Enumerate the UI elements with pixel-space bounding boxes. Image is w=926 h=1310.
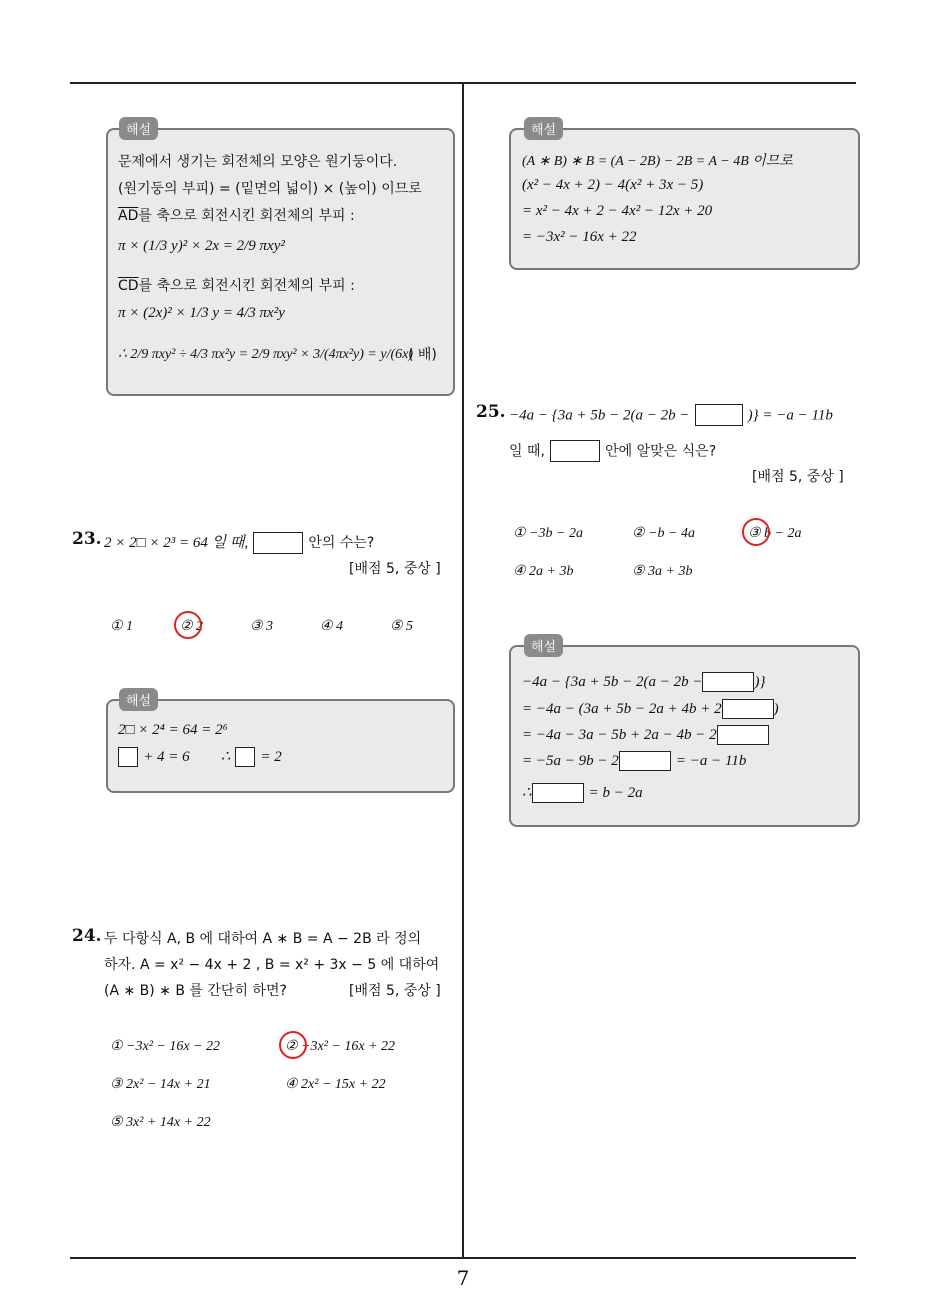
solution-formula: ∴ 2/9 πxy² ÷ 4/3 πx²y = 2/9 πxy² × 3/(4πx²y) = y/(6x) xyxy=(118,347,414,362)
question-stem: 두 다항식 A, B 에 대하여 A ∗ B = A − 2B 라 정의 xyxy=(104,931,422,947)
segment-cd: $\overline{CD}$ xyxy=(118,278,139,294)
choice-4[interactable]: ④ 4 xyxy=(320,619,344,634)
answer-blank xyxy=(717,725,769,745)
question-stem xyxy=(104,531,374,554)
answer-mark-circle xyxy=(279,1031,307,1059)
question-number: 23. xyxy=(72,529,102,549)
solution-unit: ( 배) xyxy=(408,347,437,363)
stem-math: −4a − {3a + 5b − 2(a − 2b − xyxy=(509,407,690,424)
question-stem xyxy=(509,440,716,462)
therefore-sign: ∴ xyxy=(220,749,231,765)
solution-tag: 해설 xyxy=(119,117,158,140)
answer-blank xyxy=(235,747,255,767)
choice-3[interactable]: ③ 3 xyxy=(250,619,274,634)
choice-1[interactable]: ① 1 xyxy=(110,619,134,634)
question-number: 24. xyxy=(72,926,102,946)
solution-formula: )} xyxy=(754,674,766,690)
question-stem xyxy=(509,404,833,426)
question-stem: 하자. A = x² − 4x + 2 , B = x² + 3x − 5 에 대하여 xyxy=(104,957,440,973)
solution-line xyxy=(522,782,643,803)
answer-blank xyxy=(253,532,303,554)
segment-ad: $\overline{AD}$ xyxy=(118,208,139,224)
choice-2[interactable]: ② 2 xyxy=(180,619,204,634)
solution-line xyxy=(522,671,765,692)
bottom-rule xyxy=(70,1257,856,1259)
answer-blank xyxy=(550,440,600,462)
choice-5[interactable]: ⑤ 3x² + 14x + 22 xyxy=(110,1115,211,1130)
stem-text: 안의 수는? xyxy=(308,535,375,551)
answer-mark-circle xyxy=(742,518,770,546)
solution-formula: = −4a − (3a + 5b − 2a + 4b + 2 xyxy=(522,701,722,717)
choice-5[interactable]: ⑤ 5 xyxy=(390,619,414,634)
choice-3[interactable]: ③ 2x² − 14x + 21 xyxy=(110,1077,211,1092)
solution-line: (원기둥의 부피) = (밑면의 넓이) × (높이) 이므로 xyxy=(118,181,422,197)
choice-1[interactable]: ① −3x² − 16x − 22 xyxy=(110,1039,221,1054)
solution-line xyxy=(522,750,746,771)
choice-3[interactable]: ③ b − 2a xyxy=(748,526,802,541)
choice-5[interactable]: ⑤ 3a + 3b xyxy=(632,564,693,579)
solution-tag: 해설 xyxy=(524,634,563,657)
question-meta: [배점 5, 중상 ] xyxy=(349,983,441,999)
stem-text: 일 때, xyxy=(509,443,545,460)
question-number: 25. xyxy=(476,402,506,422)
choice-4[interactable]: ④ 2a + 3b xyxy=(513,564,574,579)
column-divider xyxy=(462,84,464,1258)
solution-line xyxy=(522,698,779,719)
solution-line xyxy=(522,724,769,745)
solution-formula: −4a − {3a + 5b − 2(a − 2b − xyxy=(522,674,703,690)
solution-formula: = b − 2a xyxy=(588,785,643,801)
solution-formula: π × (1/3 y)² × 2x = 2/9 πxy² xyxy=(118,238,285,254)
stem-text: 안에 알맞은 식은? xyxy=(605,443,717,460)
answer-blank xyxy=(118,747,138,767)
solution-formula: π × (2x)² × 1/3 y = 4/3 πx²y xyxy=(118,305,285,321)
solution-tag: 해설 xyxy=(119,688,158,711)
solution-formula: = −3x² − 16x + 22 xyxy=(522,229,637,245)
stem-math: )} = −a − 11b xyxy=(747,407,833,424)
solution-line xyxy=(118,275,355,295)
solution-formula: = −5a − 9b − 2 xyxy=(522,753,619,769)
solution-formula: 2□ × 2⁴ = 64 = 2⁶ xyxy=(118,722,228,738)
solution-text: 를 축으로 회전시킨 회전체의 부피 : xyxy=(138,208,355,224)
solution-formula: (x² − 4x + 2) − 4(x² + 3x − 5) xyxy=(522,177,704,193)
answer-blank xyxy=(532,783,584,803)
solution-line: 문제에서 생기는 회전체의 모양은 원기둥이다. xyxy=(118,154,398,170)
page-number: 7 xyxy=(456,1266,470,1290)
answer-blank xyxy=(619,751,671,771)
choice-2[interactable]: ② −3x² − 16x + 22 xyxy=(285,1039,396,1054)
solution-formula: = −4a − 3a − 5b + 2a − 4b − 2 xyxy=(522,727,717,743)
solution-line xyxy=(118,746,282,767)
solution-line xyxy=(118,205,355,225)
answer-mark-circle xyxy=(174,611,202,639)
question-stem: (A ∗ B) ∗ B 를 간단히 하면? xyxy=(104,983,287,999)
solution-formula: = x² − 4x + 2 − 4x² − 12x + 20 xyxy=(522,203,713,219)
solution-formula: = 2 xyxy=(260,749,282,765)
solution-text: 를 축으로 회전시킨 회전체의 부피 : xyxy=(138,278,355,294)
choice-2[interactable]: ② −b − 4a xyxy=(632,526,695,541)
choice-4[interactable]: ④ 2x² − 15x + 22 xyxy=(285,1077,386,1092)
solution-formula: = −a − 11b xyxy=(675,753,747,769)
answer-blank xyxy=(695,404,743,426)
choice-1[interactable]: ① −3b − 2a xyxy=(513,526,583,541)
therefore-sign: ∴ xyxy=(522,785,532,801)
answer-blank xyxy=(702,672,754,692)
question-meta: [배점 5, 중상 ] xyxy=(752,469,844,485)
answer-blank xyxy=(722,699,774,719)
solution-formula: (A ∗ B) ∗ B = (A − 2B) − 2B = A − 4B 이므로 xyxy=(522,154,793,169)
solution-tag: 해설 xyxy=(524,117,563,140)
stem-math: 2 × 2□ × 2³ = 64 일 때, xyxy=(104,535,249,551)
solution-formula: + 4 = 6 xyxy=(143,749,190,765)
solution-formula: ) xyxy=(773,701,779,717)
question-meta: [배점 5, 중상 ] xyxy=(349,561,441,577)
